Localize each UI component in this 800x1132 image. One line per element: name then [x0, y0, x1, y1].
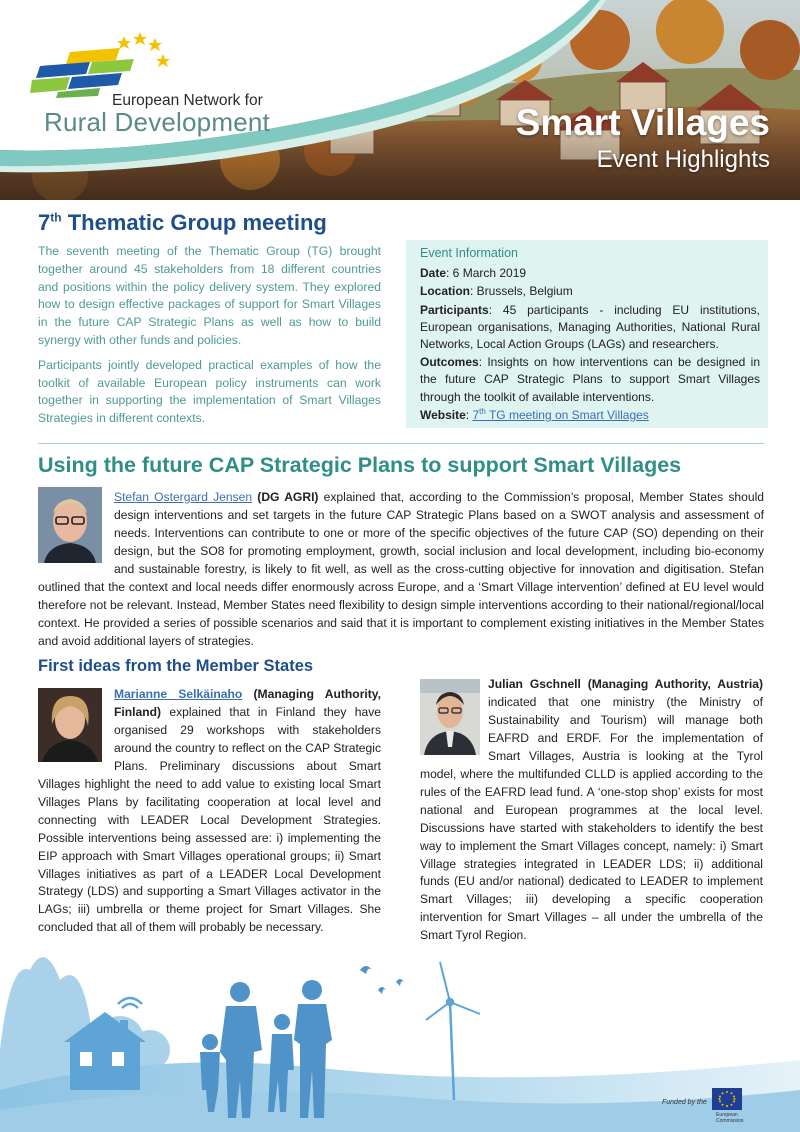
speaker-link-marianne[interactable]: Marianne Selkäinaho: [114, 687, 243, 701]
enrd-logo[interactable]: [30, 30, 280, 140]
cap-heading: Using the future CAP Strategic Plans to support Smart Villages: [38, 453, 682, 477]
event-information-box: [406, 240, 768, 428]
logo-text-line2: Rural Development: [44, 107, 270, 137]
birds-icon: [360, 966, 404, 994]
photo-stefan: [38, 487, 102, 563]
event-location: Location: Brussels, Belgium: [420, 284, 573, 299]
wifi-icon: [118, 998, 142, 1008]
julian-paragraph: Julian Gschnell (Managing Authority, Austria) indicated that one ministry (the Ministry of Sustainability and Tourism) will manage both EAFRD and ERDF. For the implementation of Smart Villages, Austria is looking at the Tyrol model, where the multifunded CLLD is applied according to the rules of the EAFRD lead fund. A ‘one-stop shop’ exists for most national and European programmes at the local level. Discussions have started with stakeholders to identify the best way to implement the Smart Villages concept, namely: i) Smart Village strategies integrated in LEADER LDS; ii) additional funds (EU and/or national) dedicated to LEADER to implement Smart Villages; iii) developing a specific cooperation intervention for Smart Villages – all under the umbrella of the Smart Tyrol Region.: [420, 677, 763, 943]
header-banner: [0, 0, 800, 200]
member-states-heading: First ideas from the Member States: [38, 657, 314, 675]
event-box-title: Event Information: [420, 246, 518, 260]
logo-text-line1: European Network for: [112, 92, 263, 109]
event-outcomes: Outcomes: Insights on how interventions can be designed in the future CAP Strategic Plans to support Smart Villages through the toolkit of available interventions.: [420, 355, 760, 404]
event-date: Date: 6 March 2019: [420, 266, 527, 281]
event-website: Website: 7th TG meeting on Smart Villages: [420, 406, 649, 422]
banner-subtitle: Event Highlights: [596, 146, 770, 173]
european-commission-label: European Commission: [716, 1112, 744, 1124]
website-link[interactable]: 7th TG meeting on Smart Villages: [472, 406, 649, 422]
meeting-intro: [38, 243, 381, 435]
event-participants: Participants: 45 participants - including EU institutions, European organisations, Managing Authorities, National Rural Networks, Local Action Groups (LAGs) and researchers.: [420, 302, 760, 352]
photo-julian: [420, 679, 480, 755]
intro-paragraph-1: The seventh meeting of the Thematic Group (TG) brought together around 45 stakeholders from 18 different countries and positions within the policy delivery system. They explored how to design effective packages of support for Smart Villages in the future CAP Strategic Plans as well as how to build synergy with other funds and policies.: [38, 244, 381, 347]
speaker-link-stefan[interactable]: Stefan Ostergard Jensen: [114, 490, 253, 504]
photo-marianne: [38, 688, 102, 762]
intro-paragraph-2: Participants jointly developed practical examples of how the toolkit of available European policy instruments can work together in supporting the implementation of Smart Villages Strategies in different contexts.: [38, 357, 381, 426]
eu-flag-icon: [712, 1088, 742, 1110]
funded-by-label: Funded by the: [662, 1099, 707, 1106]
marianne-paragraph: Marianne Selkäinaho (Managing Authority, Finland) explained that in Finland they have organised 29 workshops with stakeholders around the country to reflect on the CAP Strategic Plans. Preliminary discussions about Smart Villages highlight the need to add value to existing local Smart Villages Plans by facilitating cooperation at local level and connecting with LEADER Local Development Strategies. Possible interventions being assessed are: i) implementing the EIP approach with Smart Villages operational groups; ii) Smart Villages initiatives as part of a LEADER Local Development Strategy (LDS) and supporting a Smart Villages activator in the LAGs; iii) umbrella or theme project for Smart Villages. She concluded that all of them will probably be necessary.: [38, 687, 381, 935]
section-divider: [38, 443, 764, 444]
cap-paragraph: Stefan Ostergard Jensen (DG AGRI) explained that, according to the Commission’s proposal, Member States should design interventions and set targets in the future CAP Strategic Plans based on a SWOT analysis and assessment of needs. Interventions can contribute to one or more of the specific objectives of the future CAP (SO) depending on their design, but the SO8 for promoting employment, growth, social inclusion and local development, including bio-economy and sustainable forestry, is likely to fit well, as well as the cross-cutting objective for innovation and digitisation. Stefan outlined that the context and local needs differ enormously across Europe, and a ‘Smart Village intervention’ defined at EU level would therefore not be relevant. Instead, Member States need flexibility to design simple interventions according to their national/regional/local context. He provided a series of possible scenarios and said that it is important to complement existing initiatives in the Member States and avoid additional layers of strategies.: [38, 490, 764, 648]
enrd-mark-icon: [30, 48, 140, 98]
banner-title: Smart Villages: [515, 102, 770, 143]
meeting-heading: 7th Thematic Group meeting: [38, 210, 327, 235]
